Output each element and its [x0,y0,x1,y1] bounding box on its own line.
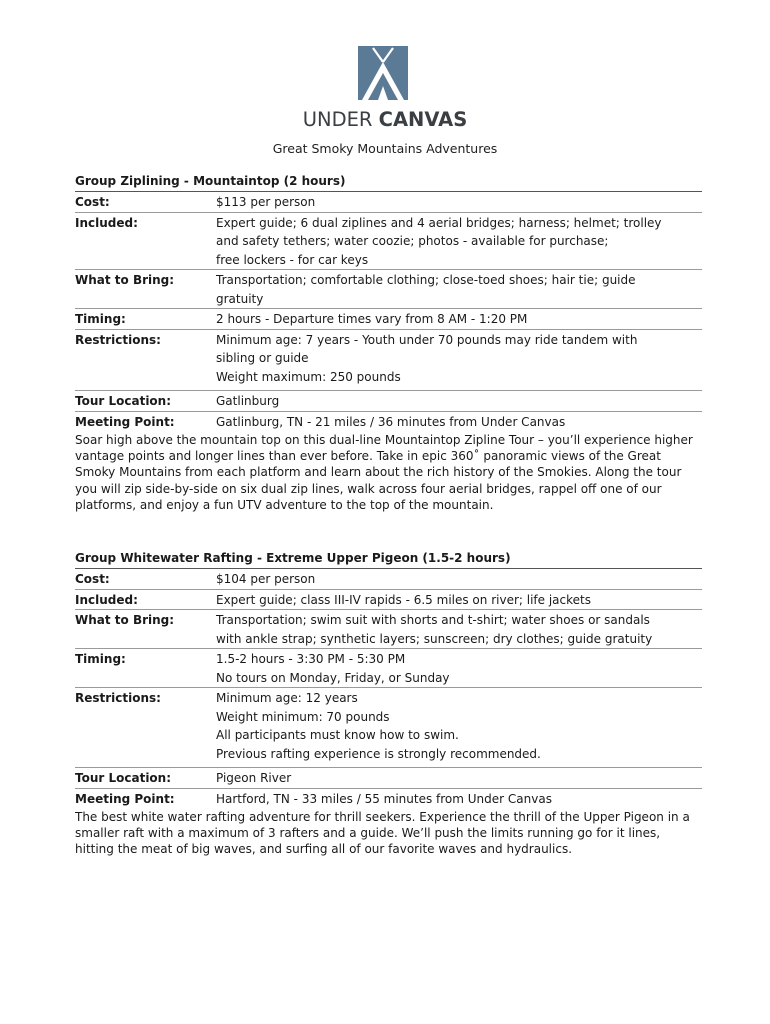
tent-logo-icon [358,46,408,100]
row-value: Hartford, TN - 33 miles / 55 minutes from Under Canvas [216,791,552,806]
row-value: Gatlinburg, TN - 21 miles / 36 minutes from Under Canvas [216,414,566,429]
row-label: What to Bring: [75,273,175,287]
row-label: Timing: [75,312,126,326]
row-included [75,590,702,611]
row-label: Cost: [75,195,110,209]
row-what-to-bring [75,610,702,649]
row-value: Transportation; comfortable clothing; close-toed shoes; hair tie; guide gratuity [216,273,636,306]
row-label: Timing: [75,652,126,666]
row-label: Tour Location: [75,394,172,408]
row-value: Transportation; swim suit with shorts and t-shirt; water shoes or sandals with ankle strap; synthetic layers; sunscreen; dry clothes; guide gratuity [216,613,653,646]
section-title: Group Whitewater Rafting - Extreme Upper Pigeon (1.5-2 hours) [75,549,702,569]
row-label: Restrictions: [75,691,161,705]
row-cost [75,569,702,590]
row-timing [75,649,702,688]
row-meeting-point [75,412,702,432]
row-label: Included: [75,215,138,230]
section-ziplining [75,172,702,513]
row-cost [75,192,702,213]
section-description: Soar high above the mountain top on this dual-line Mountaintop Zipline Tour – you’ll experience higher vantage points and longer lines than ever before. Take in epic 360˚ panoramic views of the Great Smoky Mountains from each platform and learn about the rich history of the Smokies. Along the tour you will zip side-by-side on six dual zip lines, walk across four aerial bridges, rappel off one of our platforms, and enjoy a fun UTV adventure to the top of the mountain. [75,433,693,512]
page-title: Great Smoky Mountains Adventures [272,141,498,156]
row-timing [75,309,702,330]
row-label: What to Bring: [75,613,175,627]
row-label: Meeting Point: [75,414,175,429]
section-title: Group Ziplining - Mountaintop (2 hours) [75,172,702,192]
row-restrictions [75,688,702,768]
row-tour-location [75,768,702,789]
row-value: Minimum age: 12 years Weight minimum: 70 pounds All participants must know how to swim. Previous rafting experience is strongly recommended. [216,691,541,761]
row-meeting-point [75,789,702,809]
row-what-to-bring [75,270,702,309]
row-tour-location [75,391,702,412]
brand-wordmark [0,108,770,131]
section-description: The best white water rafting adventure for thrill seekers. Experience the thrill of the Upper Pigeon in a smaller raft with a maximum of 3 rafters and a guide. We’ll push the limits running go for it lines, hitting the meat of big waves, and surfing all of our favorite waves and hydraulics. [75,810,690,857]
row-value: Gatlinburg [216,394,280,408]
section-rafting [75,549,702,858]
row-label: Included: [75,592,138,607]
row-restrictions [75,330,702,392]
row-label: Tour Location: [75,771,172,785]
row-value: $104 per person [216,572,316,586]
row-value: 2 hours - Departure times vary from 8 AM - 1:20 PM [216,312,528,326]
row-label: Cost: [75,572,110,586]
row-label: Restrictions: [75,332,161,347]
row-value: Expert guide; class III-IV rapids - 6.5 miles on river; life jackets [216,592,591,607]
brand-word-under: UNDER [302,108,373,131]
brand-word-canvas: CANVAS [378,108,468,131]
row-included [75,213,702,271]
row-value: Minimum age: 7 years - Youth under 70 pounds may ride tandem with sibling or guide Weight maximum: 250 pounds [216,332,638,384]
row-value: Pigeon River [216,771,292,785]
row-value: $113 per person [216,195,316,209]
row-label: Meeting Point: [75,791,175,806]
row-value: 1.5-2 hours - 3:30 PM - 5:30 PM No tours on Monday, Friday, or Sunday [216,652,450,685]
row-value: Expert guide; 6 dual ziplines and 4 aerial bridges; harness; helmet; trolley and safety tethers; water coozie; photos - available for purchase; free lockers - for car keys [216,215,662,267]
